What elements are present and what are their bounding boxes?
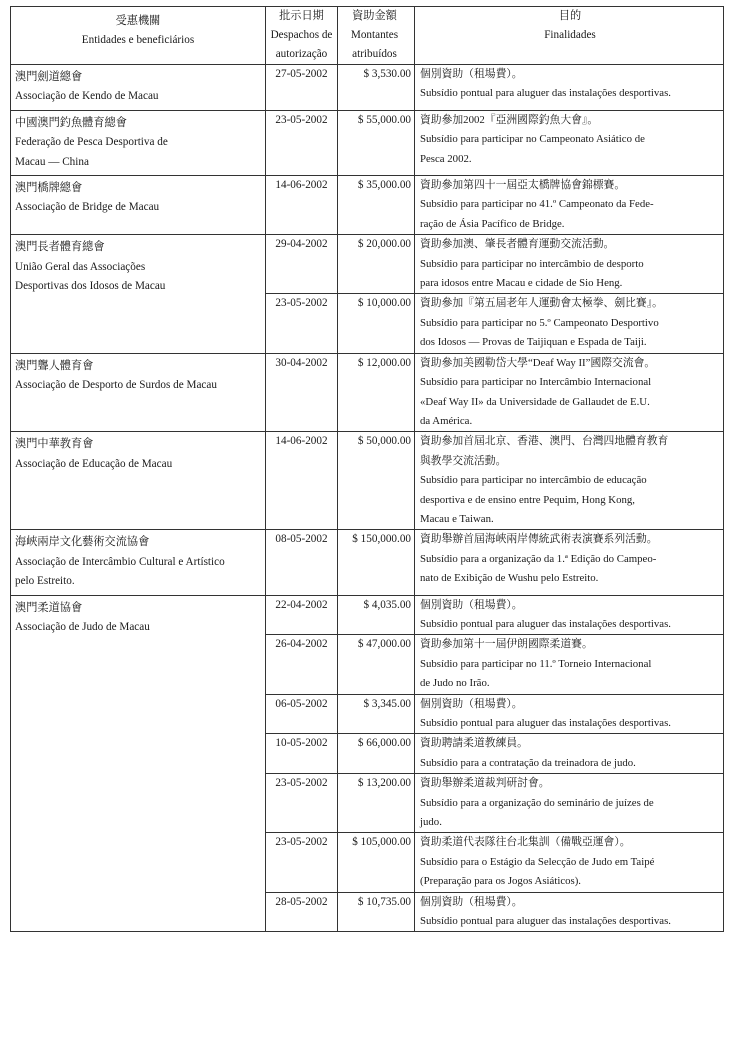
- purpose-line: 資助參加澳、肇長者體育運動交流活動。: [420, 238, 615, 251]
- purpose-line: 資助參加第四十一屆亞太橋牌協會錦標賽。: [420, 179, 626, 192]
- entity-name-portuguese: pelo Estreito.: [15, 575, 75, 588]
- purpose-line: desportiva e de ensino entre Pequim, Hong Kong,: [420, 493, 635, 506]
- entity-name-portuguese: União Geral das Associações: [15, 260, 146, 273]
- date-cell: 28-05-2002: [266, 892, 338, 932]
- entity-name-portuguese: Associação de Desporto de Surdos de Macau: [15, 379, 217, 392]
- purpose-line: Subsídio para o Estágio da Selecção de Judo em Taipé: [420, 855, 655, 868]
- purpose-line: «Deaf Way II» da Universidade de Gallaudet de E.U.: [420, 395, 650, 408]
- purpose-line: Subsídio para participar no Campeonato Asiático de: [420, 133, 645, 146]
- table-row: [11, 176, 724, 235]
- date-cell: 30-04-2002: [266, 353, 338, 432]
- amount-cell: $ 55,000.00: [338, 110, 415, 175]
- entity-cell: [11, 353, 266, 432]
- purpose-line: ração de Ásia Pacífico de Bridge.: [420, 217, 565, 230]
- purpose-cell: [415, 353, 724, 432]
- purpose-line: Subsídio para a organização da 1.ª Edição do Campeo-: [420, 552, 657, 565]
- entity-cell: [11, 595, 266, 932]
- purpose-cell: [415, 774, 724, 833]
- purpose-line: 資助參加第十一屆伊朗國際柔道賽。: [420, 638, 593, 651]
- purpose-cell: [415, 595, 724, 635]
- date-cell: 27-05-2002: [266, 65, 338, 111]
- table-header-row: [11, 7, 724, 65]
- purpose-cell: [415, 110, 724, 175]
- date-cell: 23-05-2002: [266, 774, 338, 833]
- purpose-line: 資助聘請柔道教練員。: [420, 737, 528, 750]
- purpose-line: para idosos entre Macau e cidade de Sio Heng.: [420, 277, 623, 290]
- purpose-line: 資助參加2002『亞洲國際釣魚大會』。: [420, 113, 599, 126]
- date-cell: 23-05-2002: [266, 833, 338, 892]
- amount-cell: $ 150,000.00: [338, 530, 415, 595]
- entity-cell: [11, 235, 266, 353]
- table-row: [11, 530, 724, 595]
- purpose-line: Subsídio para participar no 5.º Campeonato Desportivo: [420, 316, 659, 329]
- date-cell: 23-05-2002: [266, 294, 338, 353]
- header-date: 批示日期 Despachos de autorização: [266, 7, 338, 65]
- purpose-line: 資助參加美國勒岱大學“Deaf Way II”國際交流會。: [420, 356, 656, 369]
- purpose-line: 個別資助（租場費）。: [420, 697, 523, 710]
- date-cell: 06-05-2002: [266, 694, 338, 734]
- amount-cell: $ 105,000.00: [338, 833, 415, 892]
- table-row: [11, 353, 724, 432]
- header-purpose: 目的 Finalidades: [415, 7, 724, 65]
- entity-name-chinese: 澳門劍道總會: [15, 71, 83, 83]
- amount-cell: $ 3,345.00: [338, 694, 415, 734]
- purpose-cell: [415, 235, 724, 294]
- amount-cell: $ 35,000.00: [338, 176, 415, 235]
- grants-table-body: [11, 65, 724, 932]
- purpose-cell: [415, 892, 724, 932]
- date-cell: 22-04-2002: [266, 595, 338, 635]
- amount-cell: $ 10,735.00: [338, 892, 415, 932]
- entity-name-portuguese: Associação de Educação de Macau: [15, 457, 173, 470]
- entity-cell: [11, 432, 266, 530]
- header-entity: 受惠機關 Entidades e beneficiários: [11, 7, 266, 65]
- entity-name-portuguese: Associação de Judo de Macau: [15, 620, 150, 633]
- date-cell: 23-05-2002: [266, 110, 338, 175]
- entity-name-portuguese: Associação de Kendo de Macau: [15, 90, 159, 103]
- amount-cell: $ 12,000.00: [338, 353, 415, 432]
- table-row: [11, 65, 724, 111]
- amount-cell: $ 10,000.00: [338, 294, 415, 353]
- purpose-line: Subsídio para a organização do seminário de juízes de: [420, 796, 654, 809]
- amount-cell: $ 47,000.00: [338, 635, 415, 694]
- amount-cell: $ 20,000.00: [338, 235, 415, 294]
- amount-cell: $ 13,200.00: [338, 774, 415, 833]
- table-row: [11, 595, 724, 635]
- purpose-line: 資助舉辦柔道裁判研討會。: [420, 777, 550, 790]
- purpose-line: Subsídio pontual para aluguer das instalações desportivas.: [420, 915, 671, 928]
- purpose-line: da América.: [420, 414, 473, 427]
- entity-name-chinese: 中國澳門釣魚體育總會: [15, 116, 127, 129]
- purpose-line: dos Idosos — Provas de Taijiquan e Espada de Taiji.: [420, 336, 647, 349]
- grants-document: [10, 6, 723, 932]
- entity-name-portuguese: Desportivas dos Idosos de Macau: [15, 280, 166, 293]
- entity-name-chinese: 澳門聾人體育會: [15, 359, 94, 372]
- entity-cell: [11, 176, 266, 235]
- date-cell: 26-04-2002: [266, 635, 338, 694]
- purpose-line: judo.: [420, 816, 442, 829]
- purpose-line: (Preparação para os Jogos Asiáticos).: [420, 875, 582, 888]
- date-cell: 08-05-2002: [266, 530, 338, 595]
- purpose-line: Subsídio para participar no Intercâmbio Internacional: [420, 376, 652, 389]
- purpose-line: Pesca 2002.: [420, 152, 472, 165]
- purpose-cell: [415, 530, 724, 595]
- grants-table: [10, 6, 724, 932]
- purpose-line: Subsídio pontual para aluguer das instalações desportivas.: [420, 87, 671, 100]
- table-row: [11, 110, 724, 175]
- purpose-line: Subsídio para participar no 11.º Torneio Internacional: [420, 657, 652, 670]
- purpose-line: 與教學交流活動。: [420, 454, 507, 467]
- purpose-cell: [415, 635, 724, 694]
- purpose-line: Macau e Taiwan.: [420, 512, 494, 525]
- entity-name-chinese: 澳門中華教育會: [15, 438, 94, 451]
- purpose-line: nato de Exibição de Wushu pelo Estreito.: [420, 572, 599, 585]
- entity-name-portuguese: Associação de Bridge de Macau: [15, 201, 160, 214]
- amount-cell: $ 4,035.00: [338, 595, 415, 635]
- purpose-cell: [415, 65, 724, 111]
- purpose-line: Subsídio para participar no intercâmbio de desporto: [420, 257, 644, 270]
- purpose-cell: [415, 734, 724, 774]
- header-amount: 資助金額 Montantes atribuídos: [338, 7, 415, 65]
- table-row: [11, 235, 724, 294]
- purpose-line: Subsídio pontual para aluguer das instalações desportivas.: [420, 717, 671, 729]
- date-cell: 14-06-2002: [266, 176, 338, 235]
- date-cell: 29-04-2002: [266, 235, 338, 294]
- purpose-cell: [415, 694, 724, 734]
- entity-cell: [11, 530, 266, 595]
- purpose-line: 個別資助（租場費）。: [420, 895, 523, 908]
- entity-cell: [11, 110, 266, 175]
- purpose-cell: [415, 833, 724, 892]
- amount-cell: $ 3,530.00: [338, 65, 415, 111]
- purpose-line: 資助參加『第五屆老年人運動會太極拳、劍比賽』。: [420, 297, 663, 310]
- purpose-line: Subsídio para a contratação da treinadora de judo.: [420, 756, 636, 769]
- purpose-line: 資助參加首屆北京、香港、澳門、台灣四地體育教育: [420, 435, 669, 448]
- entity-name-portuguese: Associação de Intercâmbio Cultural e Artístico: [15, 555, 225, 568]
- date-cell: 14-06-2002: [266, 432, 338, 530]
- entity-name-chinese: 澳門柔道協會: [15, 601, 83, 614]
- entity-name-chinese: 海峽兩岸文化藝術交流協會: [15, 536, 150, 549]
- purpose-line: 個別資助（租場費）。: [420, 598, 523, 611]
- amount-cell: $ 50,000.00: [338, 432, 415, 530]
- date-cell: 10-05-2002: [266, 734, 338, 774]
- purpose-cell: [415, 432, 724, 530]
- purpose-cell: [415, 176, 724, 235]
- entity-name-chinese: 澳門橋牌總會: [15, 182, 83, 195]
- entity-name-chinese: 澳門長者體育總會: [15, 241, 105, 254]
- purpose-line: 個別資助（租場費）。: [420, 68, 523, 80]
- table-row: [11, 432, 724, 530]
- purpose-line: Subsídio para participar no intercâmbio de educação: [420, 474, 647, 487]
- purpose-line: Subsídio pontual para aluguer das instalações desportivas.: [420, 617, 671, 630]
- purpose-line: de Judo no Irão.: [420, 677, 490, 690]
- purpose-line: 資助柔道代表隊往台北集訓（備戰亞運會）。: [420, 836, 631, 849]
- purpose-line: Subsídio para participar no 41.º Campeonato da Fede-: [420, 198, 654, 211]
- entity-name-portuguese: Macau — China: [15, 155, 89, 168]
- entity-name-portuguese: Federação de Pesca Desportiva de: [15, 136, 168, 149]
- purpose-line: 資助舉辦首屆海峽兩岸傳統武術表演賽系列活動。: [420, 533, 658, 546]
- purpose-cell: [415, 294, 724, 353]
- entity-cell: [11, 65, 266, 111]
- amount-cell: $ 66,000.00: [338, 734, 415, 774]
